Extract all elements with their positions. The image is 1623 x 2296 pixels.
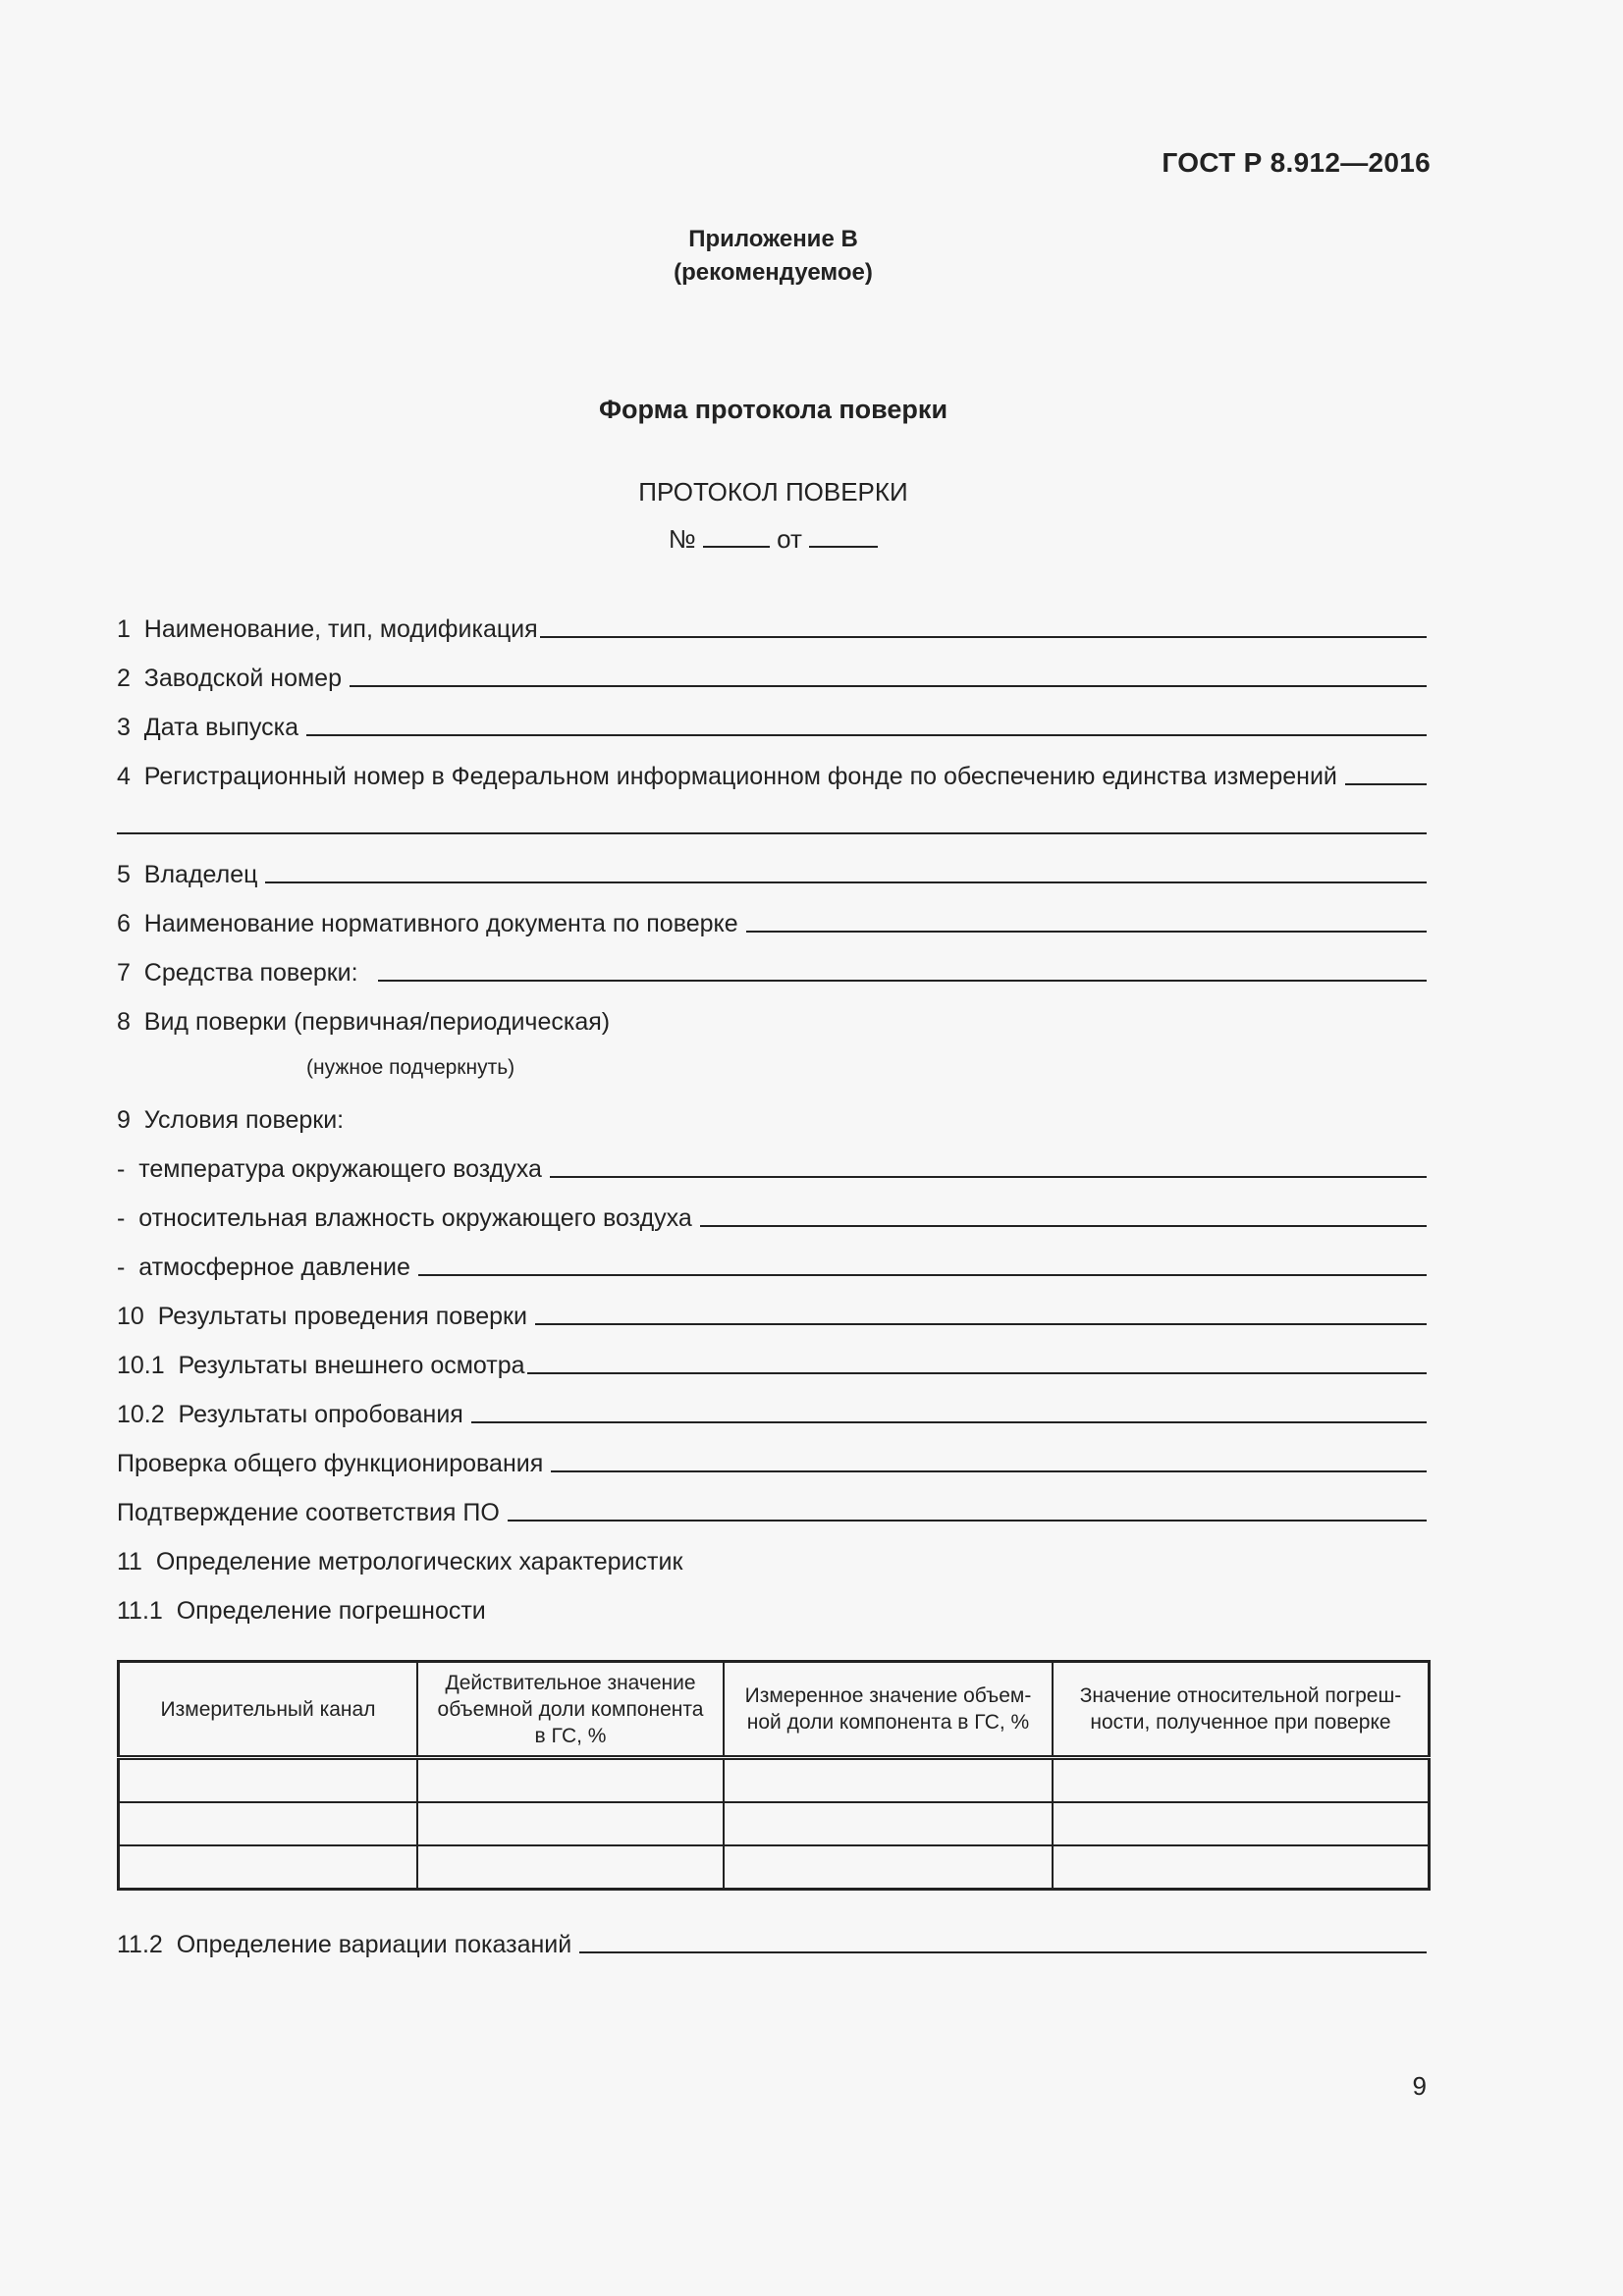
protocol-title: ПРОТОКОЛ ПОВЕРКИ <box>638 477 908 507</box>
field-label: 11 Определение метрологических характеристик <box>117 1548 683 1575</box>
field-verification-type <box>117 997 1427 1037</box>
fill-line[interactable] <box>1345 783 1427 785</box>
field-testing-results <box>117 1390 1427 1429</box>
date-blank[interactable] <box>809 524 878 548</box>
field-label: 2 Заводской номер <box>117 665 342 692</box>
appendix-status: (рекомендуемое) <box>674 259 873 286</box>
table-row <box>119 1802 1430 1845</box>
field-normative-document <box>117 899 1427 938</box>
table-cell[interactable] <box>417 1802 724 1845</box>
column-header: Значение относительной погреш- ности, полученное при поверке <box>1053 1662 1430 1758</box>
field-metrological-characteristics <box>117 1537 1427 1576</box>
field-owner <box>117 850 1427 889</box>
field-label: 4 Регистрационный номер в Федеральном информационном фонде по обеспечению единства измерений <box>117 763 1337 790</box>
appendix-title: Приложение В <box>688 226 858 252</box>
field-serial-number <box>117 654 1427 693</box>
field-verification-means <box>117 948 1427 988</box>
fill-line[interactable] <box>700 1225 1427 1227</box>
standard-designation: ГОСТ Р 8.912—2016 <box>1162 147 1431 178</box>
table-cell[interactable] <box>417 1845 724 1890</box>
field-reading-variation <box>117 1920 1427 1959</box>
table-cell[interactable] <box>724 1802 1053 1845</box>
field-label: - атмосферное давление <box>117 1254 410 1281</box>
field-registration-number-continued <box>117 801 1427 840</box>
field-label: 8 Вид поверки (первичная/периодическая) <box>117 1008 611 1036</box>
field-label: 1 Наименование, тип, модификация <box>117 615 538 643</box>
table-cell[interactable] <box>724 1758 1053 1803</box>
table-cell[interactable] <box>1053 1758 1430 1803</box>
table-header-row <box>119 1662 1430 1758</box>
field-label: 10.2 Результаты опробования <box>117 1401 463 1428</box>
field-label: Проверка общего функционирования <box>117 1450 544 1477</box>
fill-line[interactable] <box>306 734 1427 736</box>
fill-line[interactable] <box>527 1372 1427 1374</box>
field-atmospheric-pressure <box>117 1243 1427 1282</box>
field-label: 3 Дата выпуска <box>117 714 298 741</box>
table-cell[interactable] <box>417 1758 724 1803</box>
table-cell[interactable] <box>119 1802 418 1845</box>
field-external-inspection <box>117 1341 1427 1380</box>
fill-line[interactable] <box>350 685 1427 687</box>
field-general-functioning <box>117 1439 1427 1478</box>
fill-line[interactable] <box>508 1520 1427 1522</box>
field-label: - относительная влажность окружающего воздуха <box>117 1204 692 1232</box>
fill-line[interactable] <box>746 931 1427 933</box>
field-release-date <box>117 703 1427 742</box>
field-label: Подтверждение соответствия ПО <box>117 1499 500 1526</box>
field-label: 6 Наименование нормативного документа по поверке <box>117 910 738 937</box>
table-cell[interactable] <box>119 1845 418 1890</box>
fill-line[interactable] <box>540 636 1427 638</box>
field-software-conformity <box>117 1488 1427 1527</box>
field-name-type <box>117 605 1427 644</box>
fill-line[interactable] <box>551 1470 1427 1472</box>
table-row <box>119 1845 1430 1890</box>
field-label: 5 Владелец <box>117 861 258 888</box>
field-label: 11.1 Определение погрешности <box>117 1597 486 1625</box>
field-label: 11.2 Определение вариации показаний <box>117 1931 572 1958</box>
fill-line[interactable] <box>265 881 1427 883</box>
number-prefix: № <box>668 524 696 554</box>
page-number: 9 <box>1412 2071 1427 2101</box>
field-label: 10.1 Результаты внешнего осмотра <box>117 1352 525 1379</box>
fill-line[interactable] <box>471 1421 1427 1423</box>
underline-note: (нужное подчеркнуть) <box>306 1056 515 1079</box>
date-prefix: от <box>777 524 802 554</box>
column-header: Измеренное значение объем- ной доли компонента в ГС, % <box>724 1662 1053 1758</box>
fill-line[interactable] <box>418 1274 1427 1276</box>
table-cell[interactable] <box>724 1845 1053 1890</box>
fill-line[interactable] <box>579 1951 1427 1953</box>
field-verification-results <box>117 1292 1427 1331</box>
protocol-number-line <box>0 524 1546 555</box>
field-label: 7 Средства поверки: <box>117 959 358 987</box>
field-registration-number <box>117 752 1427 791</box>
column-header: Действительное значение объемной доли компонента в ГС, % <box>417 1662 724 1758</box>
table-cell[interactable] <box>1053 1802 1430 1845</box>
fill-line[interactable] <box>378 980 1427 982</box>
field-ambient-temperature <box>117 1145 1427 1184</box>
field-label: 9 Условия поверки: <box>117 1106 345 1134</box>
results-table <box>117 1660 1431 1891</box>
field-error-determination <box>117 1586 1427 1626</box>
field-verification-conditions <box>117 1095 1427 1135</box>
fill-line[interactable] <box>550 1176 1427 1178</box>
column-header: Измерительный канал <box>119 1662 418 1758</box>
fill-line[interactable] <box>535 1323 1427 1325</box>
number-blank[interactable] <box>703 524 770 548</box>
field-label: 10 Результаты проведения поверки <box>117 1303 527 1330</box>
fill-line[interactable] <box>117 832 1427 834</box>
table-row <box>119 1758 1430 1803</box>
table-cell[interactable] <box>1053 1845 1430 1890</box>
form-title: Форма протокола поверки <box>598 395 948 424</box>
field-relative-humidity <box>117 1194 1427 1233</box>
table-cell[interactable] <box>119 1758 418 1803</box>
field-label: - температура окружающего воздуха <box>117 1155 542 1183</box>
